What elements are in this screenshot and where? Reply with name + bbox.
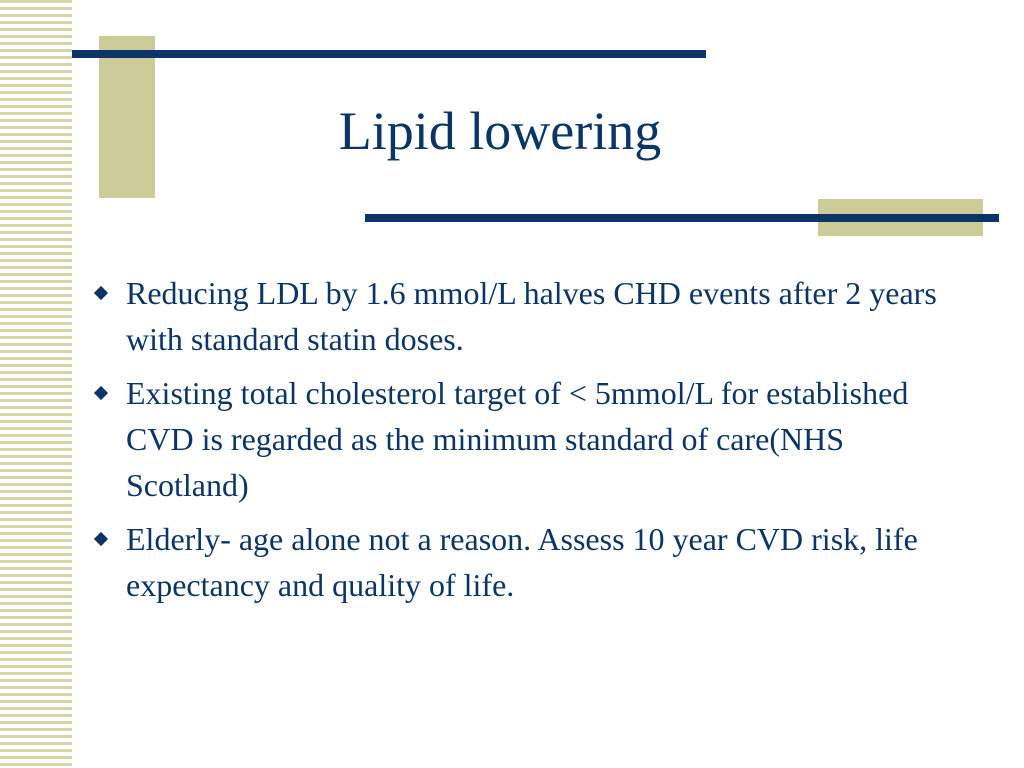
diamond-bullet-icon [94, 532, 108, 546]
title-rule-top [72, 50, 706, 58]
bullet-text: Reducing LDL by 1.6 mmol/L halves CHD events after 2 years with standard statin doses. [126, 275, 937, 357]
bullet-text: Existing total cholesterol target of < 5mmol/L for established CVD is regarded as the minimum standard of care(NHS Scotland) [126, 375, 909, 503]
title-rule-bottom [365, 214, 999, 222]
diamond-bullet-icon [94, 286, 108, 300]
bullet-item [92, 516, 962, 608]
bullet-item [92, 370, 962, 508]
decorative-stripes [0, 0, 72, 768]
bullet-item [92, 270, 962, 362]
bullet-list [92, 270, 962, 616]
diamond-bullet-icon [94, 386, 108, 400]
accent-block-left [99, 36, 155, 198]
bullet-text: Elderly- age alone not a reason. Assess 10 year CVD risk, life expectancy and quality of life. [126, 521, 918, 603]
slide-title: Lipid lowering [338, 101, 662, 161]
